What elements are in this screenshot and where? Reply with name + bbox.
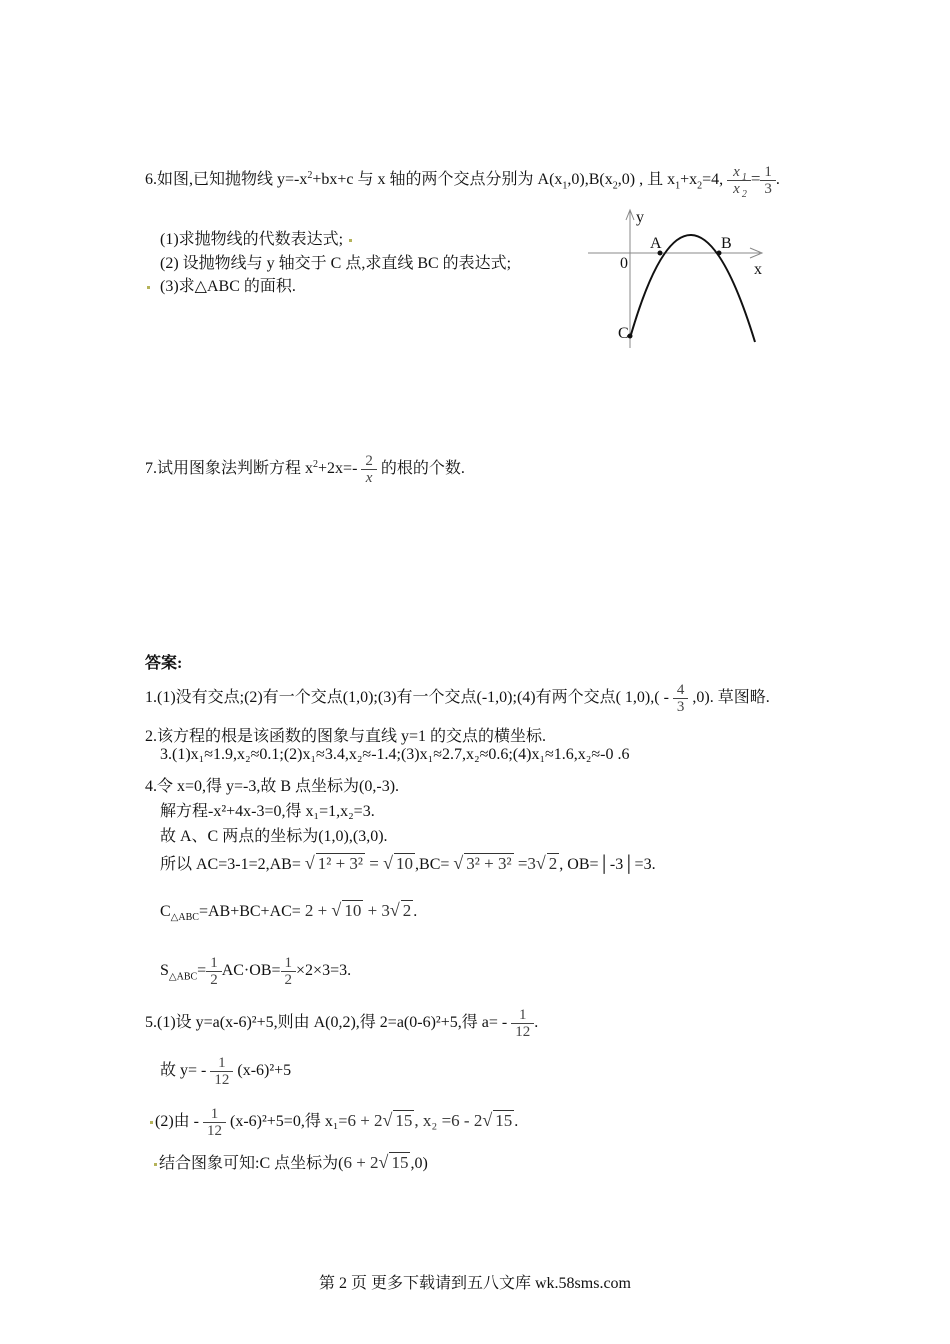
rhs-fraction: $\frac{1}{3}$	[762, 164, 774, 197]
ab-formula: √ 1² + 3² = √ 10	[304, 853, 414, 873]
origin-label: 0	[620, 255, 628, 272]
roots-formula: 6 + 2√ 15 , x₂ =6 - 2√ 15	[347, 1110, 513, 1131]
a5-fraction-2: $\frac{1}{12}$	[212, 1055, 231, 1088]
q6-stem: 6.如图,已知抛物线 $y=-x^2+bx+c$ 与 x 轴的两个交点分别为 $A(x_1,0),B(x_2,0)$ , 且 $x_1+x_2=4$, $\frac{x _1}{x _2}$ = $\frac{1}{3}$ .	[145, 164, 780, 200]
half-fraction: $\frac{1}{2}$	[208, 955, 220, 988]
bc-formula: √ 3² + 3² =3√ 2	[453, 853, 558, 873]
answers-title: 答案:	[145, 655, 183, 672]
answer-2: 2.该方程的根是该函数的图象与直线 y=1 的交点的横坐标.	[145, 728, 547, 745]
y-label: y	[636, 209, 644, 226]
a1-fraction: $\frac{4}{3}$	[675, 682, 687, 715]
answer-5-line2: 故 y= - $\frac{1}{12}$ (x-6)²+5	[160, 1055, 292, 1088]
answer-4-line2: 解方程-x²+4x-3=0,得 x₁=1,x₂=3.	[160, 803, 375, 820]
perimeter-formula: 2 + √ 10 + 3√ 2	[304, 900, 412, 920]
marker-dot	[150, 1121, 153, 1124]
answer-3: 3.(1)x₁≈1.9,x₂≈0.1;(2)x₁≈3.4,x₂≈-1.4;(3)x₁≈2.7,x₂≈0.6;(4)x₁≈1.6,x₂≈-0 .6	[160, 746, 630, 763]
marker-dot	[349, 239, 352, 242]
answer-4-line4: 所以 AC=3-1=2,AB= √ 1² + 3² = √ 10 ,BC= √ 3² + 3² =3√ 2 , OB=│-3│=3.	[160, 853, 656, 873]
answer-4-line5: $C_{\triangle ABC}=AB+BC+AC= 2$ + √ 10 + 3√ 2 .	[160, 900, 418, 924]
answer-4-line1: 4.令 x=0,得 y=-3,故 B 点坐标为(0,-3).	[145, 778, 400, 795]
parabola-graph	[580, 200, 780, 350]
c-label: C	[618, 325, 629, 342]
c-coordinate-formula: 6 + 2√ 15	[343, 1152, 409, 1172]
q7-stem: 7.试用图象法判断方程 $x^2+2x=-$ $\frac{2}{x}$ 的根的个数.	[145, 453, 465, 486]
answer-5-line4: 结合图象可知:C 点坐标为(6 + 2√ 15 ,0)	[152, 1150, 428, 1173]
a5-fraction-3: $\frac{1}{12}$	[205, 1106, 224, 1139]
q6-part2: (2) 设抛物线与 y 轴交于 C 点,求直线 BC 的表达式;	[160, 255, 512, 272]
answer-5-line3: (2)由 - $\frac{1}{12}$ (x-6)²+5=0,得 x₁=6 + 2√ 15 , x₂ =6 - 2√ 15 .	[148, 1106, 518, 1139]
marker-dot	[154, 1163, 157, 1166]
answer-4-line6: $S_{\triangle ABC}=$ $\frac{1}{2}$ AC·OB= $\frac{1}{2}$ ×2×3=3.	[160, 955, 352, 988]
q7-fraction: $\frac{2}{x}$	[363, 453, 375, 486]
q6-part3: (3)求△ABC 的面积.	[145, 273, 296, 296]
a5-fraction: $\frac{1}{12}$	[513, 1007, 532, 1040]
half-fraction-2: $\frac{1}{2}$	[283, 955, 295, 988]
q6-part1: (1)求抛物线的代数表达式;	[160, 226, 354, 249]
x-label: x	[754, 261, 762, 278]
page-footer: 第 2 页 更多下载请到五八文库 wk.58sms.com	[318, 1275, 631, 1292]
marker-dot	[147, 286, 150, 289]
a-label: A	[650, 235, 662, 252]
b-label: B	[721, 235, 732, 252]
ratio-fraction: $\frac{x _1}{x _2}$	[729, 164, 749, 197]
answer-4-line3: 故 A、C 两点的坐标为(1,0),(3,0).	[160, 828, 388, 845]
parabola-curve	[630, 235, 755, 342]
answer-1: 1.(1)没有交点;(2)有一个交点(1,0);(3)有一个交点(-1,0);(4)有两个交点( 1,0),( - $\frac{4}{3}$ ,0). 草图略.	[145, 682, 770, 715]
answer-5-line1: 5.(1)设 y=a(x-6)²+5,则由 A(0,2),得 2=a(0-6)²+5,得 a= - $\frac{1}{12}$ .	[145, 1007, 539, 1040]
